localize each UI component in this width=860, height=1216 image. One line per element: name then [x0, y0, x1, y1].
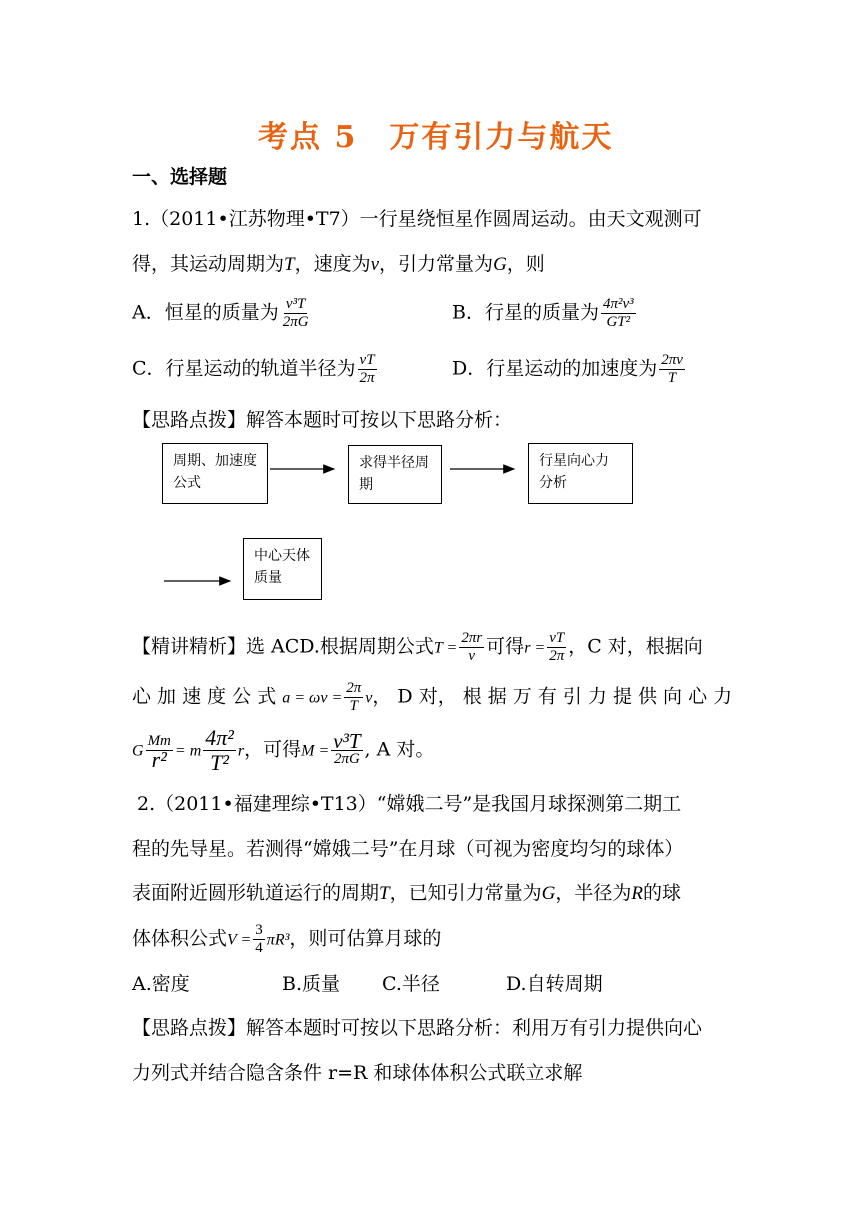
q1-answer-line3: G $\frac{Mm}{\text{r²}}$ = m $\frac{\text{4π²}}{\text{T²}}$ r，可得M = $\frac{\text{v³T}}{2\pi G}$ , A 对。 — [132, 725, 435, 775]
section-heading: 一、选择题 — [132, 166, 228, 188]
q1-option-d: D．行星运动的加速度为 $\frac{2\pi v}{T}$ — [452, 352, 683, 386]
q2-line4: 体体积公式V = $\frac{3}{4}$ πR³，则可估算月球的 — [132, 922, 442, 956]
q1-line2: 得，其运动周期为T，速度为v，引力常量为G，则 — [132, 253, 545, 275]
q1-answer-line1: 【精讲精析】选 ACD.根据周期公式T = $\frac{2\pi r}{v}$ 可得r = $\frac{vT}{2\pi}$ ，C 对，根据向 — [132, 630, 703, 664]
flow-box-centripetal: 行星向心力分析 — [528, 443, 633, 504]
q2-hint-line2: 力列式并结合隐含条件 r=R 和球体体积公式联立求解 — [132, 1062, 583, 1084]
q2-option-d: D.自转周期 — [506, 973, 603, 995]
q2-option-b: B.质量 — [282, 973, 341, 995]
q1-line1: 1.（2011•江苏物理•T7）一行星绕恒星作圆周运动。由天文观测可 — [132, 208, 702, 230]
q2-line3: 表面附近圆形轨道运行的周期T，已知引力常量为G，半径为R的球 — [132, 882, 681, 904]
q2-line2: 程的先导星。若测得“嫦娥二号”在月球（可视为密度均匀的球体） — [132, 838, 684, 860]
q2-hint-line1: 【思路点拨】解答本题时可按以下思路分析：利用万有引力提供向心 — [132, 1017, 703, 1039]
flow-box-period-formula: 周期、加速度公式 — [162, 443, 268, 504]
flow-box-central-mass: 中心天体质量 — [243, 538, 322, 600]
q1-option-b: B．行星的质量为 $\frac{\text{4π²v³}}{\text{GT²}}$ — [452, 296, 634, 330]
q1-answer-line2: 心 加 速 度 公 式 a = ωv = $\frac{2\pi}{T}$ v， D 对， 根 据 万 有 引 力 提 供 向 心 力 — [132, 680, 733, 714]
q2-line1: 2.（2011•福建理综•T13）“嫦娥二号”是我国月球探测第二期工 — [137, 793, 682, 815]
q1-hint: 【思路点拨】解答本题时可按以下思路分析： — [132, 409, 513, 431]
q2-option-c: C.半径 — [382, 973, 440, 995]
q1-option-a: A．恒星的质量为 $\frac{\text{v³T}}{2\pi G}$ — [132, 296, 309, 330]
flow-box-radius: 求得半径周期 — [348, 445, 442, 504]
page-title: 考点 5 万有引力与航天 — [258, 120, 614, 155]
q2-option-a: A.密度 — [132, 973, 190, 995]
q1-option-c: C．行星运动的轨道半径为 $\frac{vT}{2\pi}$ — [132, 352, 375, 386]
